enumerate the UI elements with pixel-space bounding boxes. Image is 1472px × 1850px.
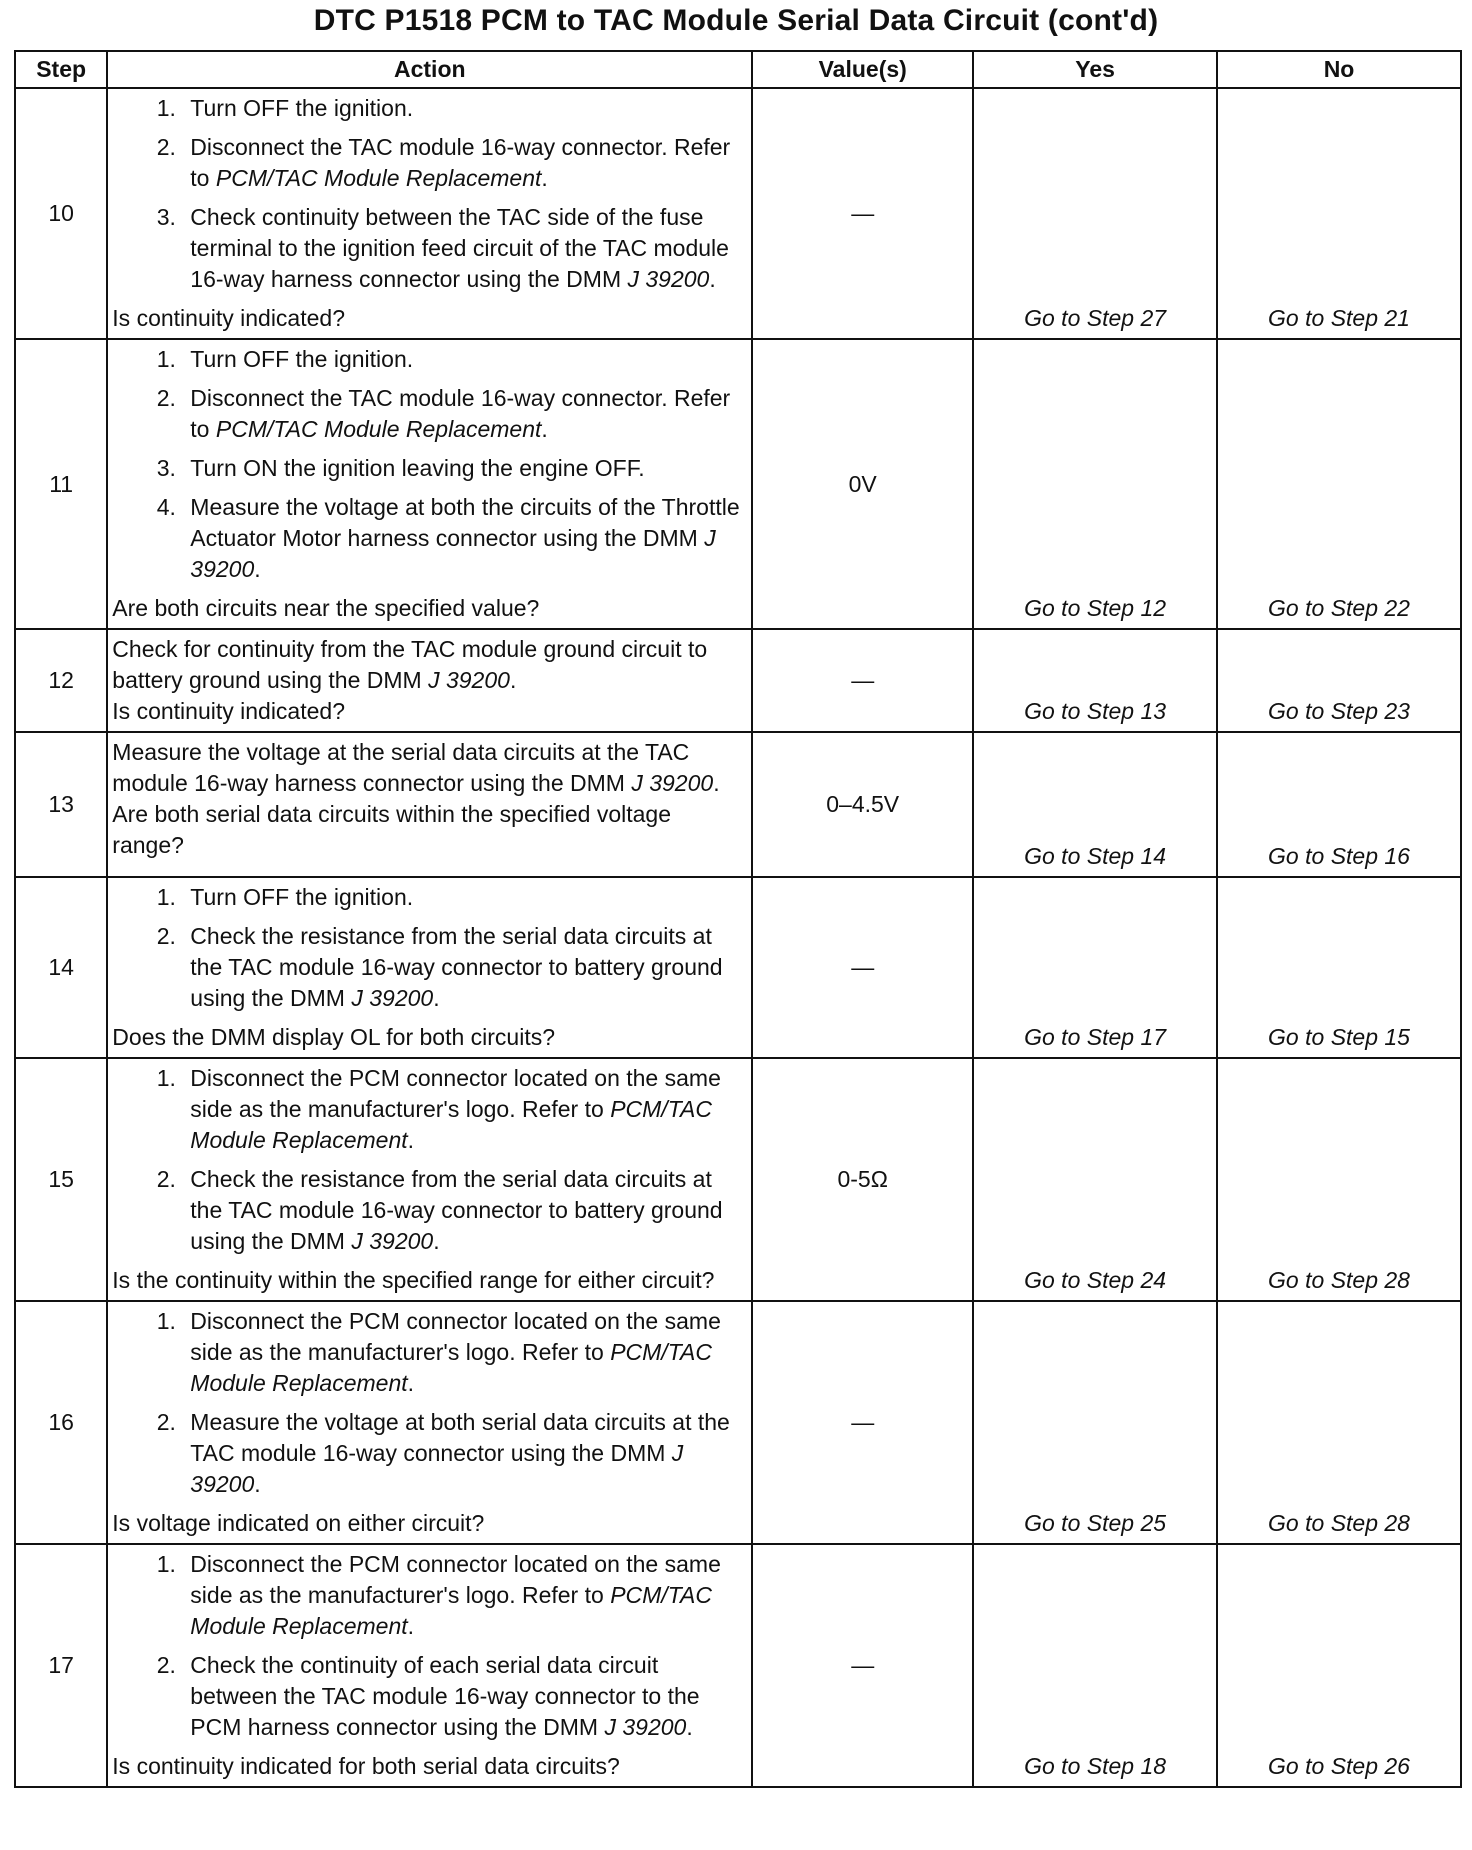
action-question: Is voltage indicated on either circuit? [112,1510,485,1536]
text-end: . [407,1370,415,1396]
action-step [182,383,743,445]
header-action: Action [107,51,752,88]
yes-result: Go to Step 17 [973,877,1217,1058]
reference: J 39200 [627,266,710,292]
step-number: 13 [15,732,107,877]
step-number: 12 [15,629,107,732]
action-question: Does the DMM display OL for both circuits? [112,1024,556,1050]
action-step [182,492,743,585]
text: Disconnect the PCM connector located on the same side as the manufacturer's logo. Refer to [190,1308,721,1365]
reference: PCM/TAC Module Replacement [215,165,542,191]
text-end: . [709,266,716,292]
action-step [182,1063,743,1156]
header-yes: Yes [973,51,1217,88]
reference: J 39200 [428,667,510,693]
yes-result: Go to Step 14 [973,732,1217,877]
value-cell: 0-5Ω [752,1058,973,1301]
header-step: Step [15,51,107,88]
no-result: Go to Step 28 [1217,1301,1461,1544]
table-row [15,1544,1461,1787]
header-values: Value(s) [752,51,973,88]
action-step [182,453,743,484]
text: Disconnect the TAC module 16-way connector. Refer to [190,385,731,442]
text-end: . [541,416,548,442]
text-end: . [509,667,517,693]
header-no: No [1217,51,1461,88]
action-text [112,634,743,696]
value-cell: — [752,877,973,1058]
text-end: . [254,1471,261,1497]
step-number: 15 [15,1058,107,1301]
table-row [15,1301,1461,1544]
table-row [15,88,1461,339]
action-question: Are both circuits near the specified value? [112,595,540,621]
action-cell [107,88,752,339]
text: Check the continuity of each serial data circuit between the TAC module 16-way connector to the PCM harness connector using the DMM [190,1652,700,1740]
reference: J 39200 [190,1440,684,1497]
action-step [182,882,743,913]
table-body [15,88,1461,1787]
action-step [182,1306,743,1399]
reference: J 39200 [351,985,434,1011]
value-cell: — [752,629,973,732]
text: Disconnect the PCM connector located on the same side as the manufacturer's logo. Refer to [190,1551,721,1608]
action-step [182,344,743,375]
action-steps [112,1306,743,1500]
step-number: 10 [15,88,107,339]
text-end: . [407,1613,415,1639]
reference: J 39200 [604,1714,687,1740]
action-cell [107,1301,752,1544]
yes-result: Go to Step 18 [973,1544,1217,1787]
action-steps [112,882,743,1014]
yes-result: Go to Step 24 [973,1058,1217,1301]
text-end: . [541,165,548,191]
value-cell: — [752,88,973,339]
diagnostic-table [14,50,1462,1788]
reference: PCM/TAC Module Replacement [215,416,542,442]
value-cell: — [752,1544,973,1787]
action-cell [107,877,752,1058]
text-end: . [254,556,261,582]
action-step [182,202,743,295]
no-result: Go to Step 28 [1217,1058,1461,1301]
reference: J 39200 [351,1228,434,1254]
reference: PCM/TAC Module Replacement [190,1096,712,1153]
text-end: . [433,1228,440,1254]
value-cell: 0V [752,339,973,629]
action-step [182,93,743,124]
text: Turn OFF the ignition. [190,884,414,910]
table-row [15,339,1461,629]
yes-result: Go to Step 12 [973,339,1217,629]
page-title: DTC P1518 PCM to TAC Module Serial Data Circuit (cont'd) [313,4,1159,37]
no-result: Go to Step 26 [1217,1544,1461,1787]
text-end: . [433,985,440,1011]
text-end: . [407,1127,415,1153]
reference: PCM/TAC Module Replacement [190,1582,712,1639]
table-row [15,629,1461,732]
reference: J 39200 [190,525,716,582]
text: Check for continuity from the TAC module ground circuit to battery ground using the DMM [112,636,708,693]
action-steps [112,1549,743,1743]
action-question: Is continuity indicated for both serial data circuits? [112,1753,620,1779]
text: Turn ON the ignition leaving the engine OFF. [190,455,645,481]
no-result: Go to Step 15 [1217,877,1461,1058]
action-cell [107,1058,752,1301]
step-number: 17 [15,1544,107,1787]
text: Turn OFF the ignition. [190,346,414,372]
text: Check the resistance from the serial data circuits at the TAC module 16-way connector to battery ground using the DMM [190,923,723,1011]
header-row [15,51,1461,88]
table-row [15,732,1461,877]
action-step [182,132,743,194]
action-cell [107,732,752,877]
text: Check the resistance from the serial data circuits at the TAC module 16-way connector to battery ground using the DMM [190,1166,723,1254]
action-text [112,737,743,799]
text: Disconnect the PCM connector located on the same side as the manufacturer's logo. Refer to [190,1065,721,1122]
action-question: Is the continuity within the specified range for either circuit? [112,1267,715,1293]
action-step [182,1164,743,1257]
yes-result: Go to Step 25 [973,1301,1217,1544]
no-result: Go to Step 23 [1217,629,1461,732]
value-cell: — [752,1301,973,1544]
action-question: Is continuity indicated? [112,305,345,331]
text: Turn OFF the ignition. [190,95,414,121]
reference: J 39200 [631,770,714,796]
text-end: . [713,770,720,796]
action-step [182,1549,743,1642]
action-step [182,1650,743,1743]
table-row [15,877,1461,1058]
action-cell [107,629,752,732]
action-cell [107,339,752,629]
yes-result: Go to Step 27 [973,88,1217,339]
text: Disconnect the TAC module 16-way connector. Refer to [190,134,731,191]
no-result: Go to Step 16 [1217,732,1461,877]
no-result: Go to Step 21 [1217,88,1461,339]
action-step [182,1407,743,1500]
action-cell [107,1544,752,1787]
text: Measure the voltage at the serial data circuits at the TAC module 16-way harness connector using the DMM [112,739,690,796]
yes-result: Go to Step 13 [973,629,1217,732]
value-cell: 0–4.5V [752,732,973,877]
action-steps [112,1063,743,1257]
action-question: Is continuity indicated? [112,698,345,724]
step-number: 16 [15,1301,107,1544]
step-number: 14 [15,877,107,1058]
text: Measure the voltage at both the circuits of the Throttle Actuator Motor harness connector using the DMM [190,494,740,551]
text: Check continuity between the TAC side of the fuse terminal to the ignition feed circuit of the TAC module 16-way harness connector using the DMM [190,204,729,292]
action-step [182,921,743,1014]
no-result: Go to Step 22 [1217,339,1461,629]
text: Measure the voltage at both serial data circuits at the TAC module 16-way connector using the DMM [190,1409,730,1466]
step-number: 11 [15,339,107,629]
action-question: Are both serial data circuits within the specified voltage range? [112,801,671,858]
reference: PCM/TAC Module Replacement [190,1339,712,1396]
action-steps [112,344,743,585]
table-row [15,1058,1461,1301]
action-steps [112,93,743,295]
text-end: . [686,1714,693,1740]
